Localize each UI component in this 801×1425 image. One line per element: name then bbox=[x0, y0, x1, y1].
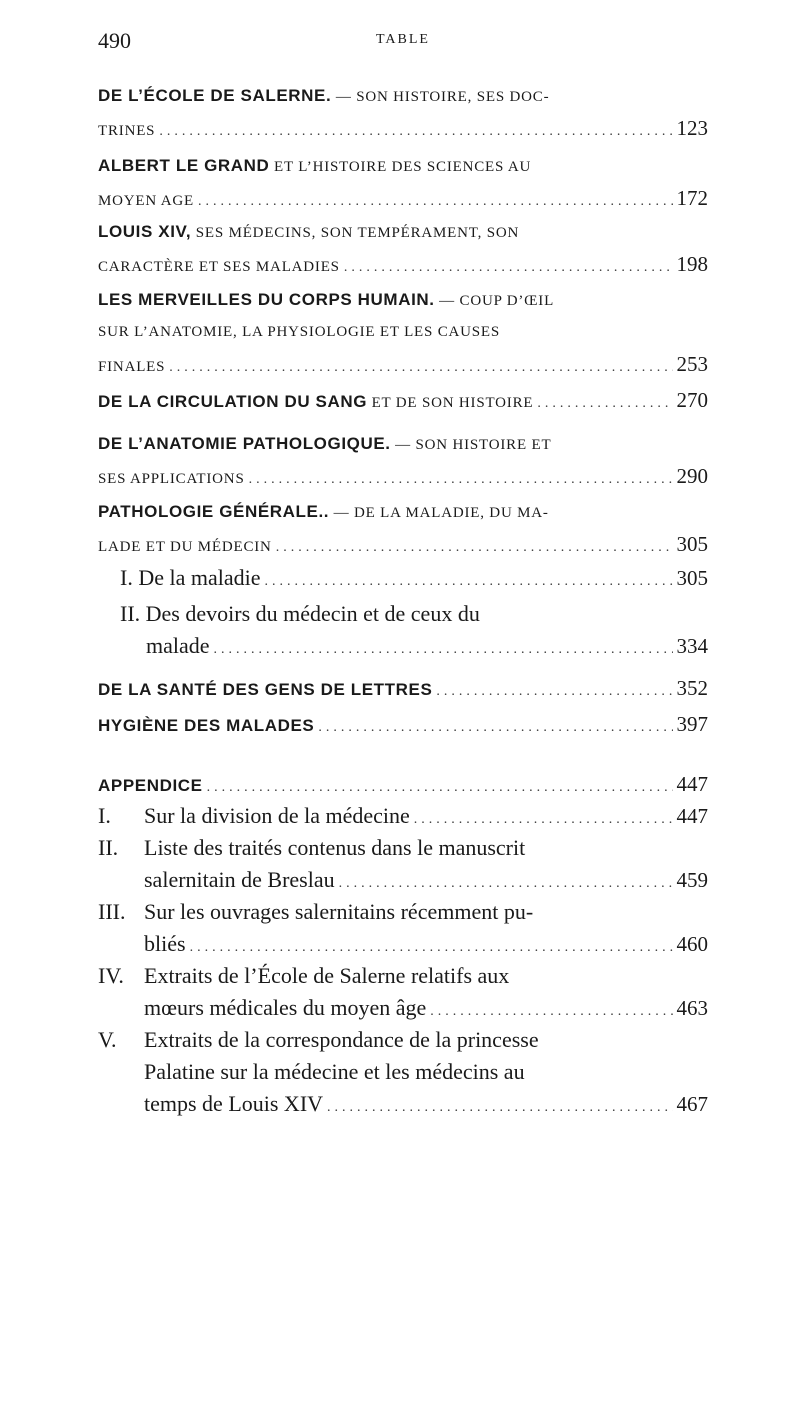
entry-subtitle-cont: TRINES bbox=[98, 123, 156, 139]
toc-subentry bbox=[98, 598, 708, 662]
entry-title: ALBERT LE GRAND bbox=[98, 156, 270, 175]
entry-subtitle: SES MÉDECINS, SON TEMPÉRAMENT, SON bbox=[191, 225, 520, 241]
appendix-item-text-cont: mœurs médicales du moyen âge bbox=[144, 995, 427, 1020]
appendix-item-page: 447 bbox=[676, 804, 708, 828]
toc-subentry bbox=[98, 562, 708, 594]
leader-dots bbox=[207, 772, 673, 800]
entry-page: 172 bbox=[676, 186, 708, 210]
toc-entry bbox=[98, 384, 708, 416]
entry-subtitle: ET DE SON HISTOIRE bbox=[367, 395, 534, 411]
leader-dots bbox=[430, 996, 672, 1024]
entry-subtitle: — COUP D’ŒIL bbox=[434, 293, 555, 309]
subentry-page: 334 bbox=[676, 634, 708, 658]
entry-title: DE LA SANTÉ DES GENS DE LETTRES bbox=[98, 680, 433, 699]
toc-entry bbox=[98, 216, 708, 280]
appendix-item-text: Extraits de l’École de Salerne relatifs aux bbox=[144, 963, 510, 988]
entry-page: 305 bbox=[676, 532, 708, 556]
appendix-page: 447 bbox=[676, 772, 708, 796]
entry-title: DE L’ANATOMIE PATHOLOGIQUE. bbox=[98, 434, 391, 453]
leader-dots bbox=[249, 464, 673, 492]
appendix-item-page: 467 bbox=[676, 1092, 708, 1116]
appendix-item-page: 463 bbox=[676, 996, 708, 1020]
leader-dots bbox=[214, 634, 673, 662]
entry-page: 253 bbox=[676, 352, 708, 376]
leader-dots bbox=[265, 566, 673, 594]
entry-page: 270 bbox=[676, 388, 708, 412]
entry-subtitle: ET L’HISTOIRE DES SCIENCES AU bbox=[269, 159, 532, 175]
entry-page: 352 bbox=[676, 676, 708, 700]
entry-title: LOUIS XIV, bbox=[98, 222, 192, 241]
leader-dots bbox=[159, 116, 672, 144]
leader-dots bbox=[198, 186, 673, 214]
appendix-item-number: V. bbox=[98, 1027, 117, 1052]
appendix-item bbox=[98, 1024, 708, 1056]
entry-page: 290 bbox=[676, 464, 708, 488]
entry-subtitle: — DE LA MALADIE, DU MA- bbox=[329, 505, 549, 521]
toc-entry bbox=[98, 672, 708, 704]
leader-dots bbox=[327, 1092, 672, 1120]
entry-subtitle-cont: SES APPLICATIONS bbox=[98, 471, 245, 487]
page-header bbox=[98, 28, 708, 58]
entry-title: PATHOLOGIE GÉNÉRALE.. bbox=[98, 502, 330, 521]
appendix-section bbox=[98, 768, 708, 1120]
leader-dots bbox=[344, 252, 673, 280]
appendix-item-page: 459 bbox=[676, 868, 708, 892]
leader-dots bbox=[436, 676, 672, 704]
appendix-item-number: III. bbox=[98, 899, 126, 924]
appendix-item-number: I. bbox=[98, 803, 111, 828]
appendix-item-text-cont: Palatine sur la médecine et les médecins au bbox=[144, 1059, 525, 1084]
entry-title: HYGIÈNE DES MALADES bbox=[98, 716, 315, 735]
leader-dots bbox=[169, 352, 672, 380]
toc-entry bbox=[98, 428, 708, 492]
toc-entry bbox=[98, 708, 708, 740]
leader-dots bbox=[414, 804, 673, 832]
entry-subtitle-line2: SUR L’ANATOMIE, LA PHYSIOLOGIE ET LES CAUSES bbox=[98, 324, 501, 340]
entry-subtitle: — SON HISTOIRE, SES DOC- bbox=[331, 89, 550, 105]
appendix-item-text-cont: temps de Louis XIV bbox=[144, 1091, 324, 1116]
subentry-title-cont: malade bbox=[146, 633, 210, 658]
appendix-item bbox=[98, 896, 708, 928]
toc-entry bbox=[98, 496, 708, 560]
entry-title: DE L’ÉCOLE DE SALERNE. bbox=[98, 86, 332, 105]
running-title: TABLE bbox=[376, 32, 430, 47]
toc-entry bbox=[98, 284, 708, 380]
entry-subtitle-cont: CARACTÈRE ET SES MALADIES bbox=[98, 259, 340, 275]
appendix-item-text: Sur les ouvrages salernitains récemment pu- bbox=[144, 899, 534, 924]
page-number: 490 bbox=[98, 28, 131, 53]
toc-entry bbox=[98, 150, 708, 214]
appendix-title: APPENDICE bbox=[98, 776, 203, 795]
appendix-item-text-cont: bliés bbox=[144, 931, 186, 956]
toc-entry bbox=[98, 80, 708, 144]
appendix-item-text: Sur la division de la médecine bbox=[144, 803, 410, 828]
entry-page: 198 bbox=[676, 252, 708, 276]
entry-title: DE LA CIRCULATION DU SANG bbox=[98, 392, 368, 411]
entry-subtitle-cont: MOYEN AGE bbox=[98, 193, 194, 209]
appendix-item bbox=[98, 800, 708, 832]
appendix-item-text-cont: salernitain de Breslau bbox=[144, 867, 335, 892]
subentry-title: I. De la maladie bbox=[120, 565, 261, 590]
appendix-item bbox=[98, 960, 708, 992]
entry-page: 123 bbox=[676, 116, 708, 140]
entry-page: 397 bbox=[676, 712, 708, 736]
entry-subtitle: — SON HISTOIRE ET bbox=[390, 437, 552, 453]
appendix-item bbox=[98, 832, 708, 864]
leader-dots bbox=[276, 532, 673, 560]
appendix-item-number: IV. bbox=[98, 963, 124, 988]
leader-dots bbox=[537, 388, 672, 416]
entry-subtitle-cont: LADE ET DU MÉDECIN bbox=[98, 539, 272, 555]
subentry-page: 305 bbox=[676, 566, 708, 590]
appendix-item-text: Extraits de la correspondance de la princesse bbox=[144, 1027, 539, 1052]
appendix-item-number: II. bbox=[98, 835, 119, 860]
entry-subtitle-cont: FINALES bbox=[98, 359, 166, 375]
subentry-title: II. Des devoirs du médecin et de ceux du bbox=[120, 601, 480, 626]
appendix-item-page: 460 bbox=[676, 932, 708, 956]
leader-dots bbox=[190, 932, 673, 960]
leader-dots bbox=[318, 712, 672, 740]
leader-dots bbox=[339, 868, 673, 896]
entry-title: LES MERVEILLES DU CORPS HUMAIN. bbox=[98, 290, 435, 309]
appendix-item-text: Liste des traités contenus dans le manuscrit bbox=[144, 835, 526, 860]
